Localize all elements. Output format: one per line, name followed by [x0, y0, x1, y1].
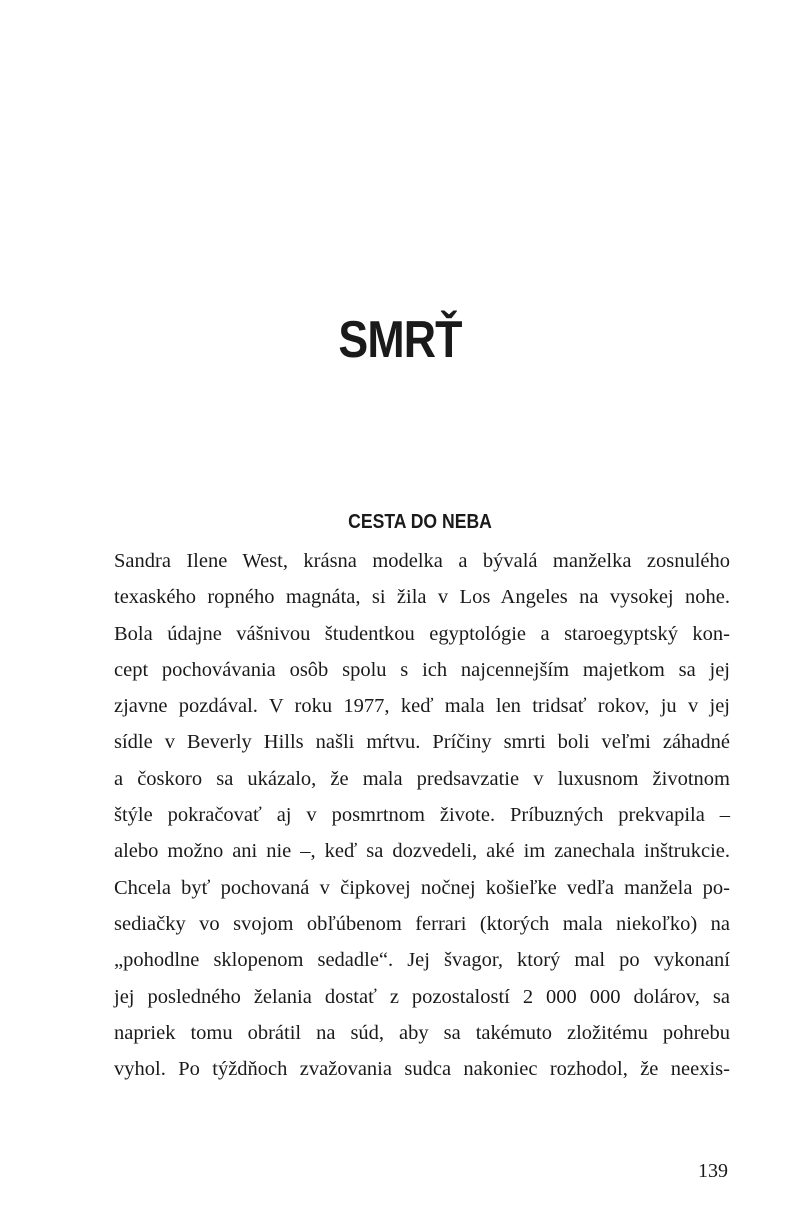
text-line: „pohodlne sklopenom sedadle“. Jej švagor, ktorý mal po vykonaní — [114, 949, 730, 972]
section-title: CESTA DO NEBA — [348, 511, 492, 533]
text-line: zjavne pozdával. V roku 1977, keď mala len tridsať rokov, ju v jej — [114, 695, 730, 718]
text-line: texaského ropného magnáta, si žila v Los Angeles na vysokej nohe. — [114, 586, 730, 609]
text-line: alebo možno ani nie –, keď sa dozvedeli, aké im zanechala inštrukcie. — [114, 840, 730, 863]
page-number: 139 — [698, 1160, 728, 1182]
text-line: sídle v Beverly Hills našli mŕtvu. Príčiny smrti boli veľmi záhadné — [114, 731, 730, 754]
chapter-title: SMRŤ — [338, 311, 462, 369]
text-line: Chcela byť pochovaná v čipkovej nočnej košieľke vedľa manžela po- — [114, 876, 730, 899]
text-line: Sandra Ilene West, krásna modelka a bývalá manželka zosnulého — [114, 550, 730, 572]
text-line: Bola údajne vášnivou študentkou egyptológie a staroegyptský kon- — [114, 622, 730, 645]
body-paragraph — [114, 543, 730, 1087]
text-line: a čoskoro sa ukázalo, že mala predsavzatie v luxusnom životnom — [114, 767, 730, 790]
text-line: napriek tomu obrátil na súd, aby sa takémuto zložitému pohrebu — [114, 1021, 730, 1044]
text-line: cept pochovávania osôb spolu s ich najcennejším majetkom sa jej — [114, 658, 730, 681]
text-line: jej posledného želania dostať z pozostalostí 2 000 000 dolárov, sa — [114, 985, 730, 1008]
text-line: vyhol. Po týždňoch zvažovania sudca nakoniec rozhodol, že neexis- — [114, 1058, 730, 1081]
text-line: sediačky vo svojom obľúbenom ferrari (ktorých mala niekoľko) na — [114, 912, 730, 935]
text-line: štýle pokračovať aj v posmrtnom živote. Príbuzných prekvapila – — [114, 804, 730, 827]
